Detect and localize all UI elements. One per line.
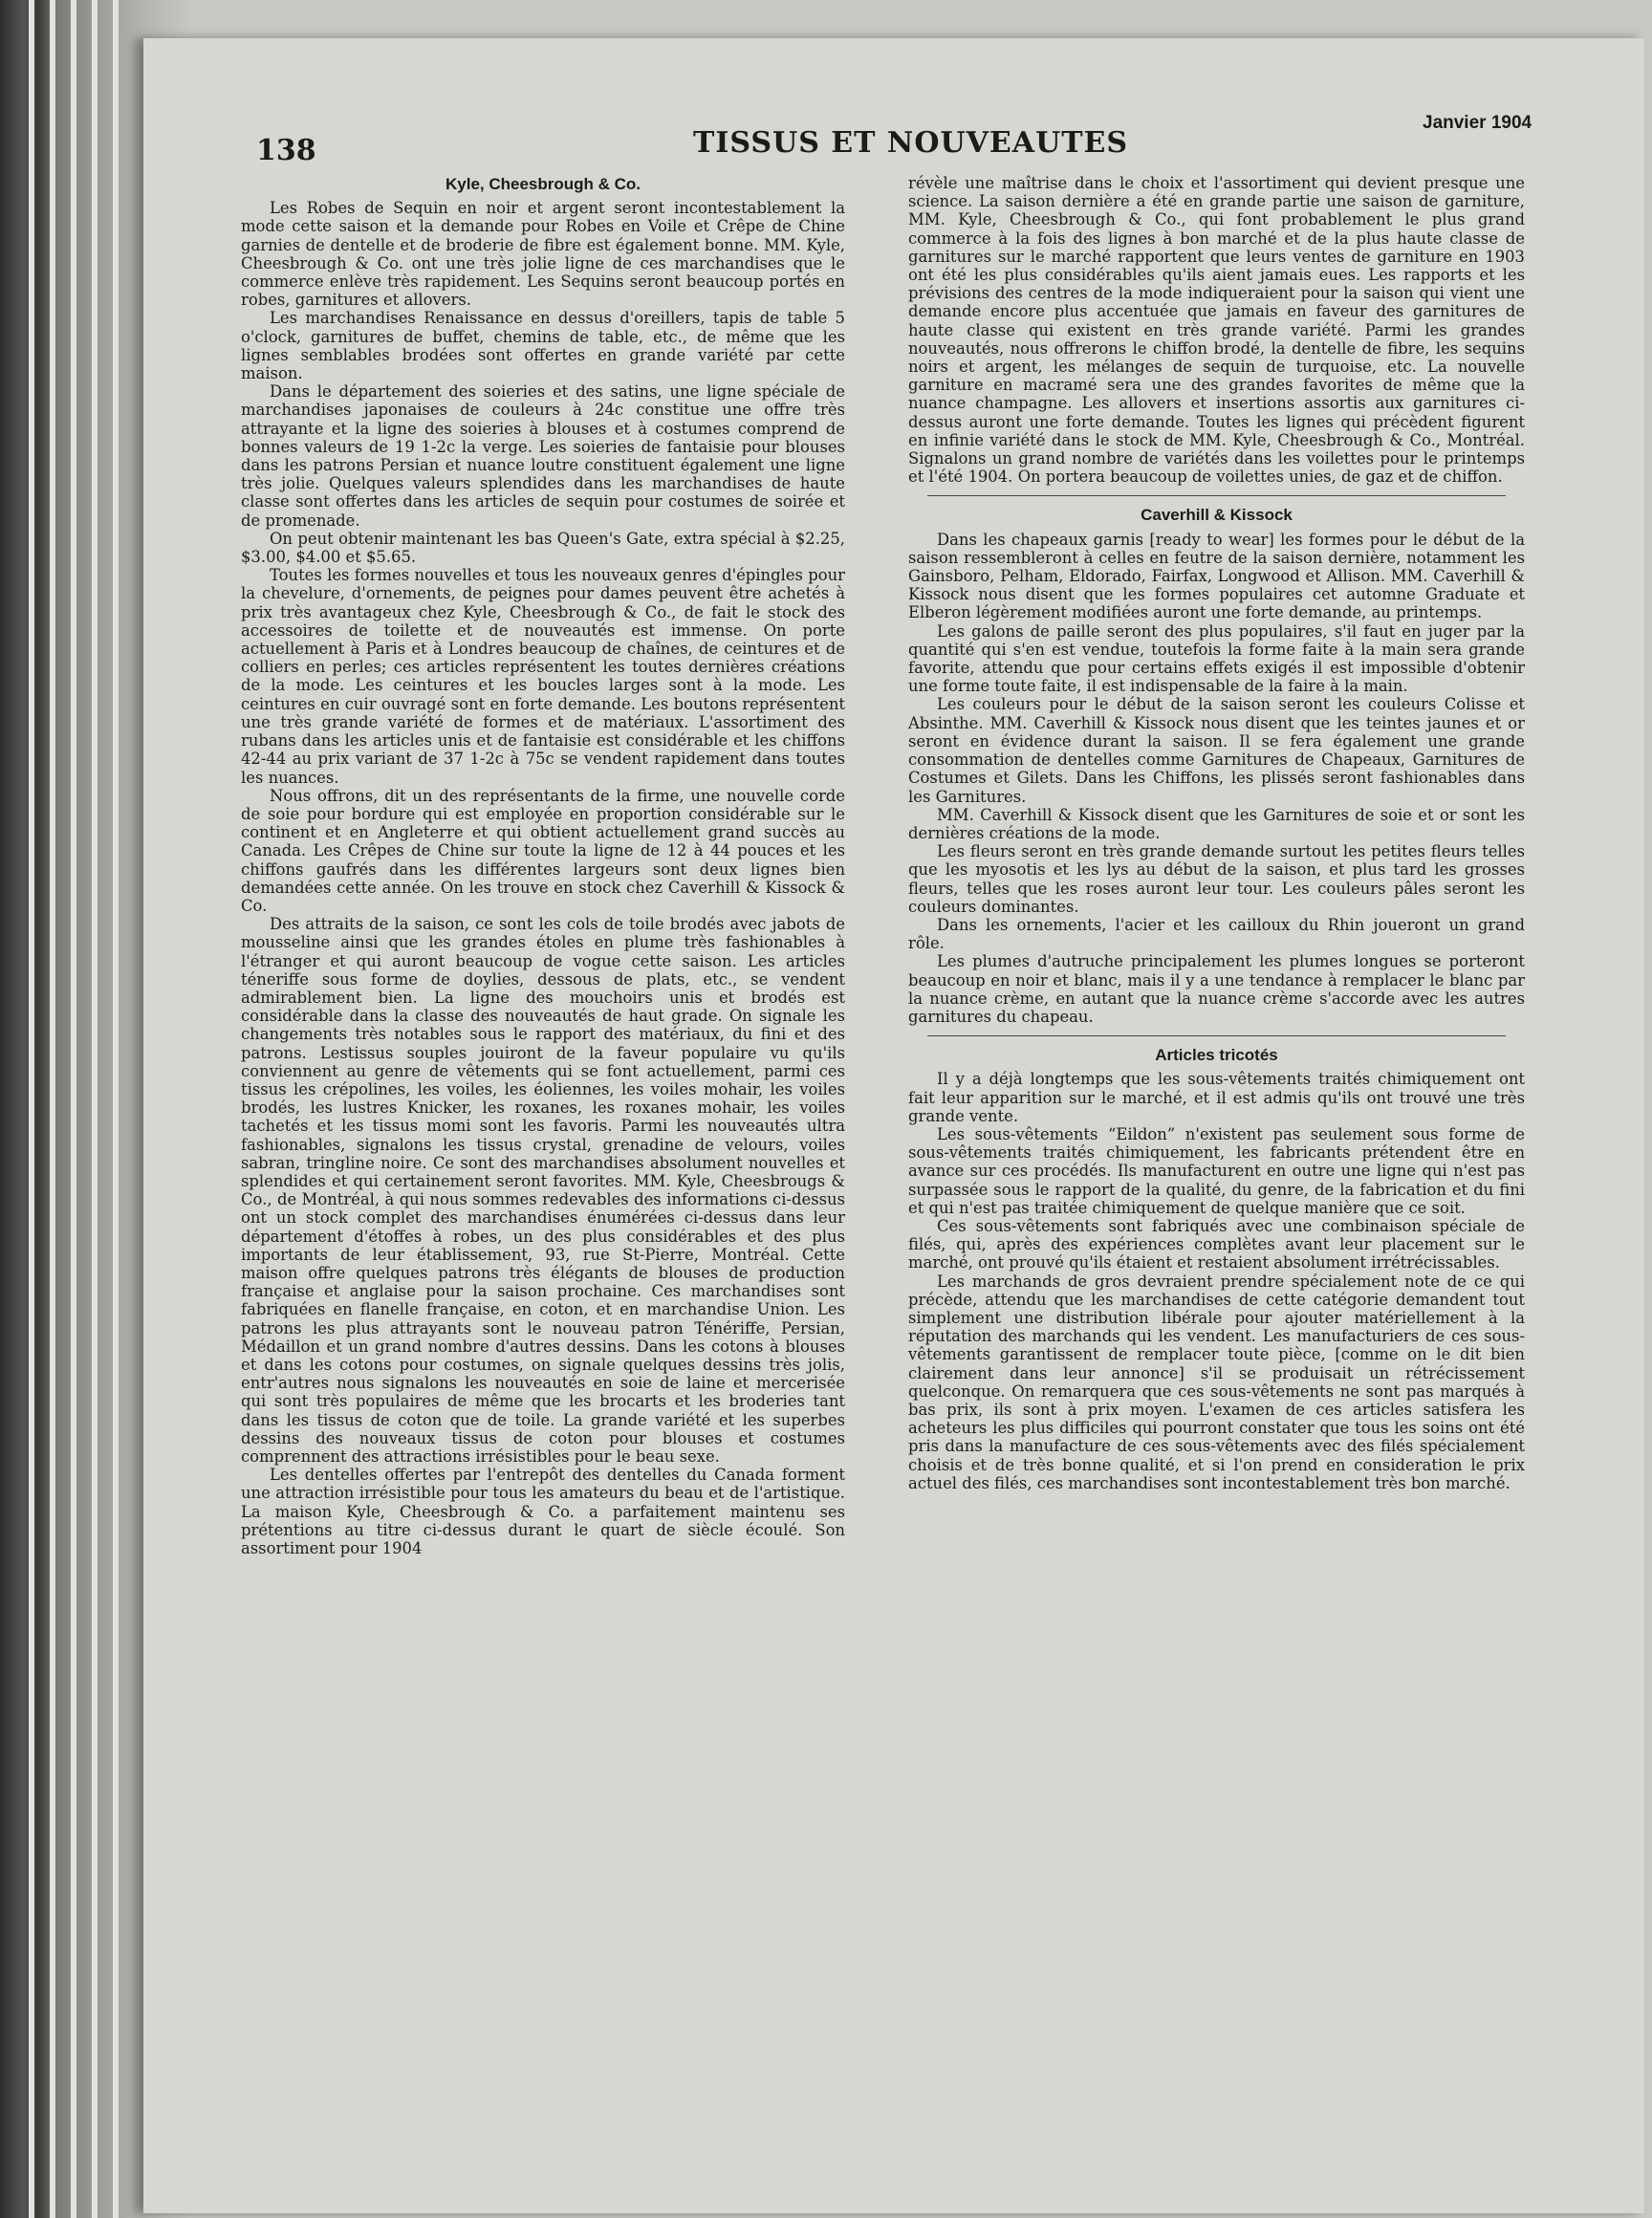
page-edge <box>29 0 34 2218</box>
page-edge <box>71 0 76 2218</box>
article-paragraph: Dans les ornements, l'acier et les cailloux du Rhin joueront un grand rôle. <box>908 915 1525 953</box>
article-paragraph: On peut obtenir maintenant les bas Queen's Gate, extra spécial à $2.25, $3.00, $4.00 et $5.65. <box>241 529 845 567</box>
article-paragraph: Toutes les formes nouvelles et tous les nouveaux genres d'épingles pour la chevelure, d'ornements, de peignes pour dames peuvent être achetés à prix très avantageux chez Kyle, Cheesbrough & Co., de fait le stock des accessoires de toilette et de nouveautés est immense. On porte actuellement à Paris et à Londres beaucoup de chaînes, de ceintures et de colliers en perles; ces articles représentent les toutes dernières créations de la mode. Les ceintures et les boucles larges sont à la mode. Les ceintures en cuir ouvragé sont en forte demande. Les boutons représentent une très grande variété de formes et de matériaux. L'assortiment des rubans dans les articles unis et de fantaisie est considérable et les chiffons 42-44 au prix variant de 37 1-2c à 75c se vendent rapidement dans toutes les nuances. <box>241 566 845 787</box>
article-paragraph: révèle une maîtrise dans le choix et l'assortiment qui devient presque une science. La saison dernière a été en grande partie une saison de garniture, MM. Kyle, Cheesbrough & Co., qui font probablement le plus grand commerce à la fois des lignes à bon marché et de la plus haute classe de garnitures sur le marché rapportent que leurs ventes de garniture en 1903 ont été les plus considérables qu'ils aient jamais eues. Les rapports et les prévisions des centres de la mode indiqueraient pour la saison qui vient une demande encore plus accentuée que jamais en faveur des garnitures de haute classe qui existent en très grande variété. Parmi les grandes nouveautés, nous offrerons le chiffon brodé, la dentelle de fibre, les sequins noirs et argent, les mélanges de sequin de turquoise, etc. La nouvelle garniture en macramé sera une des grandes favorites de même que la nuance champagne. Les allovers et insertions assortis aux garnitures ci-dessus auront une forte demande. Toutes les lignes qui précèdent figurent en infinie variété dans le stock de MM. Kyle, Cheesbrough & Co., Montréal. Signalons un grand nombre de variétés dans les voilettes pour le printemps et l'été 1904. On portera beaucoup de voilettes unies, de gaz et de chiffon. <box>908 174 1525 487</box>
article-paragraph: Les fleurs seront en très grande demande surtout les petites fleurs telles que les myosotis et les lys au début de la saison, et plus tard les grosses fleurs, telles que les roses auront leur tour. Les couleurs pâles seront les couleurs dominantes. <box>908 842 1525 916</box>
article-paragraph: Les galons de paille seront des plus populaires, s'il faut en juger par la quantité qui s'en est vendue, toutefois la forme faite à la main sera grande favorite, attendu que pour certains effets exigés il est impossible d'obtenir une forme toute faite, il est indispensable de la faire à la main. <box>908 621 1525 696</box>
article-paragraph: Les couleurs pour le début de la saison seront les couleurs Colisse et Absinthe. MM. Caverhill & Kissock nous disent que les teintes jaunes et or seront en évidence durant la saison. Il se fera également une grande consommation de dentelles comme Garnitures de Chapeaux, Garnitures de Costumes et Gilets. Dans les Chiffons, les plissés seront fashionables dans les Garnitures. <box>908 695 1525 806</box>
article-paragraph: Les dentelles offertes par l'entrepôt des dentelles du Canada forment une attraction irrésistible pour tous les amateurs du beau et de l'artistique. La maison Kyle, Cheesbrough & Co. a parfaitement maintenu ses prétentions au titre ci-dessus durant le quart de siècle écoulé. Son assortiment pour 1904 <box>241 1466 845 1558</box>
article-paragraph: Nous offrons, dit un des représentants de la firme, une nouvelle corde de soie pour bordure qui est employée en proportion considérable sur le continent et en Angleterre et qui obtient actuellement grand succès au Canada. Les Crêpes de Chine sur toute la ligne de 12 à 44 pouces et les chiffons gaufrés dans les différentes largeurs sont deux lignes bien demandées cette année. On les trouve en stock chez Caverhill & Kissock & Co. <box>241 786 845 915</box>
article-paragraph: Les sous-vêtements “Eildon” n'existent pas seulement sous forme de sous-vêtements traités chimiquement, les fabricants prétendent être en avance sur ces procédés. Ils manufacturent en outre une ligne qui n'est pas surpassée sous le rapport de la qualité, du genre, de la fabrication et du fini et qui n'est pas traitée chimiquement de quelque manière que ce soit. <box>908 1124 1525 1217</box>
section-heading: Kyle, Cheesbrough & Co. <box>445 175 641 193</box>
page-number: 138 <box>256 134 316 167</box>
right-column <box>908 174 1525 1492</box>
section-divider <box>927 495 1506 496</box>
issue-date: Janvier 1904 <box>1423 113 1532 133</box>
section-heading: Caverhill & Kissock <box>1141 506 1293 525</box>
left-column <box>241 175 845 1557</box>
page-edge <box>50 0 55 2218</box>
article-paragraph: Les plumes d'autruche principalement les plumes longues se porteront beaucoup en noir et blanc, mais il y a une tendance à remplacer le blanc par la nuance crème, en autant que la nuance crème s'accorde avec les autres garnitures du chapeau. <box>908 952 1525 1026</box>
page-title: TISSUS ET NOUVEAUTES <box>693 126 1129 160</box>
article-paragraph: Les marchands de gros devraient prendre spécialement note de ce qui précède, attendu que les marchandises de cette catégorie demandent tout simplement une distribution libérale pour ajouter matériellement à la réputation des marchands qui les vendent. Les manufacturiers de ces sous-vêtements garantissent de remplacer toute pièce, [comme on le dit bien clairement dans leur annonce] s'il se produisait un rétrécissement quelconque. On remarquera que ces sous-vêtements ne sont pas marqués à bas prix, ils sont à prix moyen. L'examen de ces articles satisfera les acheteurs les plus difficiles qui pourront constater que tous les soins ont été pris dans la manufacture de ces sous-vêtements avec des filés spécialement choisis et de très bonne qualité, et si l'on prend en consideration le prix actuel des filés, ces marchandises sont incontestablement très bon marché. <box>908 1272 1525 1492</box>
article-paragraph: Les Robes de Sequin en noir et argent seront incontestablement la mode cette saison et la demande pour Robes en Voile et Crêpe de Chine garnies de dentelle et de broderie de fibre est également bonne. MM. Kyle, Cheesbrough & Co. ont une très jolie ligne de ces marchandises que le commerce enlève très rapidement. Les Sequins seront beaucoup portés en robes, garnitures et allovers. <box>241 199 845 310</box>
article-paragraph: Les marchandises Renaissance en dessus d'oreillers, tapis de table 5 o'clock, garnitures de buffet, chemins de table, etc., de même que les lignes semblables brodées sont offertes en grande variété par cette maison. <box>241 309 845 383</box>
article-paragraph: Dans le département des soieries et des satins, une ligne spéciale de marchandises japonaises de couleurs à 24c constitue une offre très attrayante et la ligne des soieries à blouses et à costumes comprend de bonnes valeurs de 19 1-2c la verge. Les soieries de fantaisie pour blouses dans les patrons Persian et nuance loutre constituent également une ligne très jolie. Quelques valeurs splendides dans les marchandises de haute classe sont offertes dans les articles de sequin pour costumes de soirée et de promenade. <box>241 382 845 530</box>
section-heading: Articles tricotés <box>1155 1046 1278 1065</box>
article-paragraph: Des attraits de la saison, ce sont les cols de toile brodés avec jabots de mousseline ainsi que les grandes étoles en plume très fashionables à l'étranger et qui auront beaucoup de vogue cette saison. Les articles téneriffe sous forme de doylies, dessous de plats, etc., se vendent admirablement bien. La ligne des mouchoirs unis et brodés est considérable dans la classe des nouveautés de haut grade. On signale les changements très notables sous le rapport des matériaux, du fini et des patrons. Lestissus souples jouiront de la faveur populaire vu qu'ils conviennent au genre de vêtements qui se font actuellement, parmi ces tissus les crépolines, les voiles, les éoliennes, les voiles mohair, les voiles brodés, les lustres Knicker, les roxanes, les roxanes mohair, les voiles tachetés et les tissus momi sont les favoris. Parmi les nouveautés ultra fashionables, signalons les tissus crystal, grenadine de velours, voiles sabran, tringline noire. Ce sont des marchandises absolument nouvelles et splendides et qui certainement seront favorites. MM. Kyle, Cheesbrougs & Co., de Montréal, à qui nous sommes redevables des informations ci-dessus ont un stock complet des marchandises énumérées ci-dessus dans leur département d'étoffes à robes, un des plus considérables et des plus importants de leur établissement, 93, rue St-Pierre, Montréal. Cette maison offre quelques patrons très élégants de blouses de production française et anglaise pour la saison prochaine. Ces marchandises sont fabriquées en flanelle française, en coton, et en marchandise Union. Les patrons les plus attrayants sont le nouveau patron Ténériffe, Persian, Médaillon et un grand nombre d'autres dessins. Dans les cotons à blouses et dans les cotons pour costumes, on signale quelques dessins très jolis, entr'autres nous signalons les nouveautés en soie de laine et mercerisée qui sont très populaires de même que les brocarts et les broderies tant dans les tissus de coton que de toile. La grande variété et les superbes dessins des nouveaux tissus de coton pour blouses et costumes comprennent des attractions irrésistibles pour le beau sexe. <box>241 915 845 1467</box>
article-paragraph: MM. Caverhill & Kissock disent que les Garnitures de soie et or sont les dernières créations de la mode. <box>908 805 1525 842</box>
article-paragraph: Ces sous-vêtements sont fabriqués avec une combinaison spéciale de filés, qui, après des expériences complètes avant leur placement sur le marché, ont prouvé qu'ils étaient et restaient absolument irrétrécissables. <box>908 1216 1525 1272</box>
article-paragraph: Dans les chapeaux garnis [ready to wear] les formes pour le début de la saison ressembleront à celles en feutre de la saison dernière, notamment les Gainsboro, Pelham, Eldorado, Fairfax, Longwood et Allison. MM. Caverhill & Kissock nous disent que les formes populaires cet automne Graduate et Elberon légèrement modifiées auront une forte demande, au printemps. <box>908 530 1525 622</box>
section-divider <box>927 1035 1506 1036</box>
article-paragraph: Il y a déjà longtemps que les sous-vêtements traités chimiquement ont fait leur apparition sur le marché, et il est admis qu'ils ont trouvé une très grande vente. <box>908 1070 1525 1125</box>
page-edge <box>113 0 119 2218</box>
page-edge <box>92 0 98 2218</box>
magazine-page <box>143 38 1644 2213</box>
